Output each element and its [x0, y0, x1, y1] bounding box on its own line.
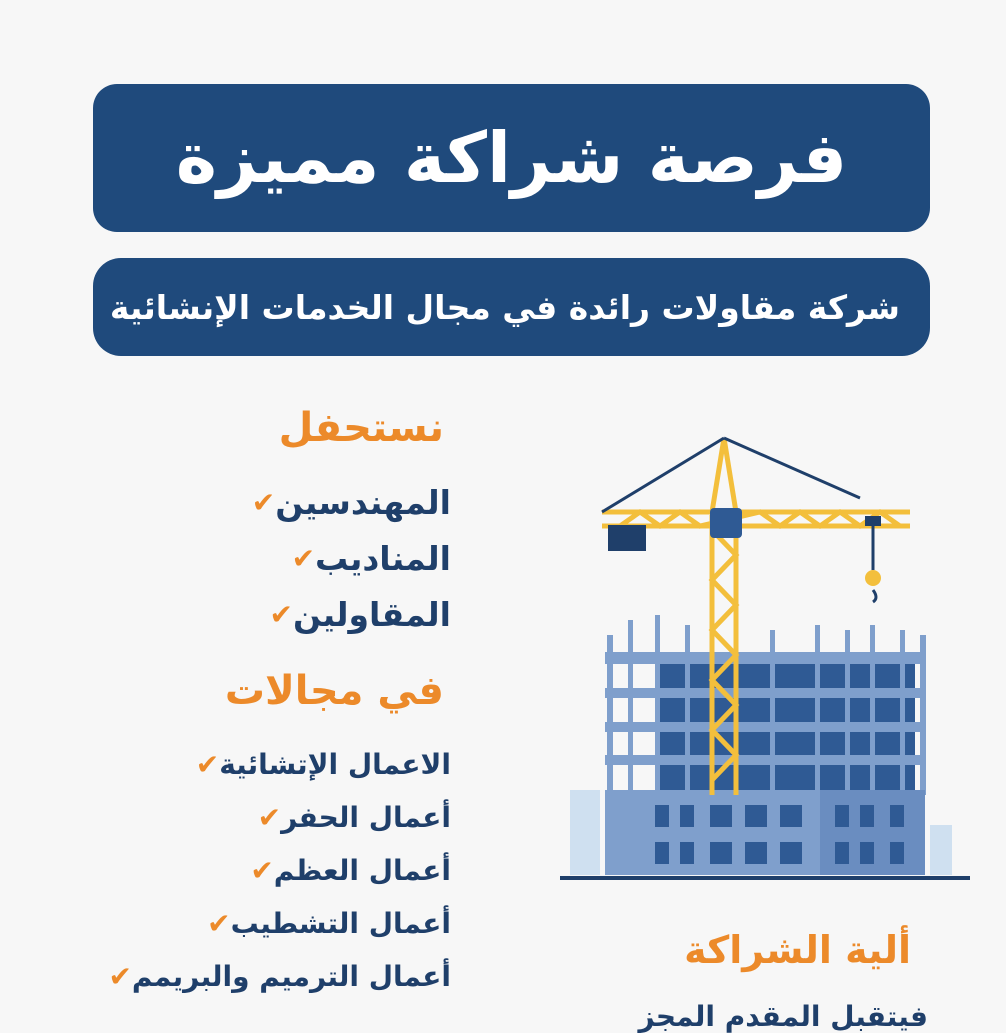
- list-item-label: الاعمال الإتشائية: [219, 748, 451, 781]
- check-icon: ✔: [108, 960, 132, 993]
- check-icon: ✔: [291, 541, 316, 575]
- construction-crane-building-illustration: [560, 430, 970, 885]
- list-item: [96, 791, 451, 844]
- list-item-label: المناديب: [315, 538, 451, 578]
- partnership-heading: ألية الشراكة: [684, 928, 911, 972]
- check-icon: ✔: [207, 907, 231, 940]
- check-icon: ✔: [250, 854, 274, 887]
- check-icon: ✔: [269, 597, 293, 631]
- list-item: [96, 897, 451, 950]
- fields-list: [96, 738, 451, 1003]
- list-item: [240, 474, 451, 530]
- list-item: [96, 844, 451, 897]
- subtitle-banner: [93, 258, 930, 356]
- list-item-label: أعمال التشطيب: [230, 907, 451, 940]
- list-item-label: أعمال العظم: [273, 854, 451, 887]
- fields-heading: في مجالات: [224, 668, 444, 714]
- list-item: [240, 530, 451, 586]
- list-item: [96, 738, 451, 791]
- list-item: [96, 950, 451, 1003]
- seekers-list: [240, 474, 451, 642]
- partnership-cutoff-text: فيتقبل المقدم المجز: [638, 1000, 928, 1033]
- check-icon: ✔: [257, 801, 282, 834]
- title-banner: [93, 84, 930, 232]
- page-title: فرصة شراكة مميزة: [175, 117, 848, 199]
- list-item-label: المهندسين: [275, 482, 451, 522]
- seekers-heading: نستحفل: [278, 405, 444, 451]
- list-item-label: أعمال الحفر: [281, 801, 451, 834]
- check-icon: ✔: [251, 485, 276, 519]
- list-item: [240, 586, 451, 642]
- list-item-label: أعمال الترميم والبريمم: [131, 960, 451, 993]
- check-icon: ✔: [195, 748, 220, 781]
- list-item-label: المقاولين: [292, 594, 451, 634]
- page-subtitle: شركة مقاولات رائدة في مجال الخدمات الإنشائية: [109, 287, 900, 327]
